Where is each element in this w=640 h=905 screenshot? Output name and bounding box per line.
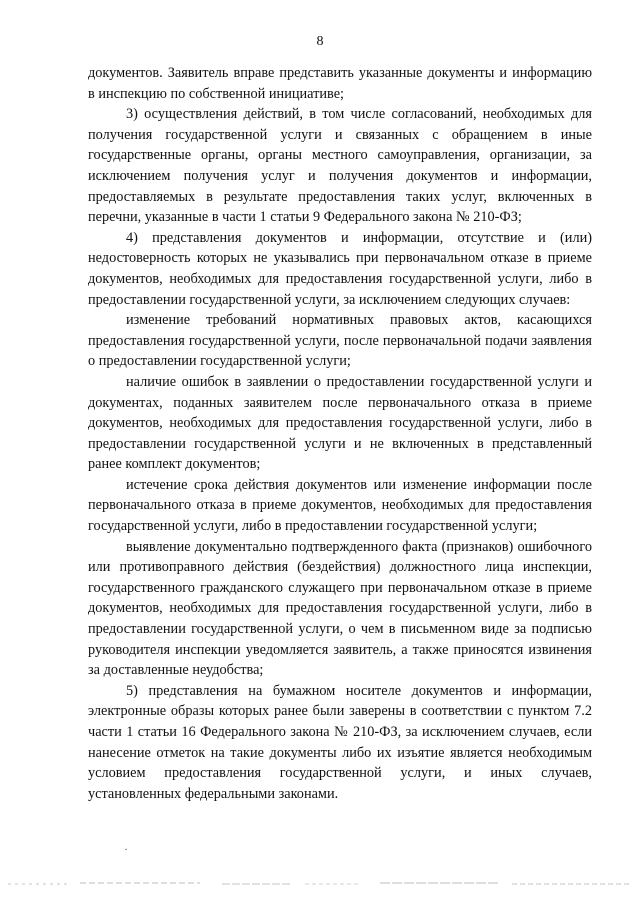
- document-body: [88, 63, 592, 804]
- paragraph-continuation: документов. Заявитель вправе представить указанные документы и информацию в инспекцию по собственной инициативе;: [88, 65, 592, 102]
- scan-edge-artifact: [0, 880, 640, 888]
- paragraph-item-5: 5) представления на бумажном носителе документов и информации, электронные образы которых ранее были заверены в соответствии с пунктом 7.2 части 1 статьи 16 Федерального закона № 210-ФЗ, за исключением случаев, если нанесение отметок на такие документы либо их изъятие является необходимым условием предоставления государственной услуги, и иных случаев, установленных федеральными законами.: [88, 682, 592, 802]
- paragraph-item-4: 4) представления документов и информации, отсутствие и (или) недостоверность которых не указывались при первоначальном отказе в приеме документов, необходимых для предоставления государственной услуги, либо в предоставлении государственной услуги, за исключением следующих случаев:: [88, 229, 592, 308]
- paragraph-case-erroneous-action: выявление документально подтвержденного факта (признаков) ошибочного или противоправного действия (бездействия) должностного лица инспекции, государственного гражданского служащего при первоначальном отказе в приеме документов, необходимых для предоставления государственной услуги, либо в предоставлении государственной услуги, о чем в письменном виде за подписью руководителя инспекции уведомляется заявитель, а также приносятся извинения за доставленные неудобства;: [88, 538, 592, 679]
- scan-speck: ·: [124, 842, 128, 856]
- page-number: 8: [316, 34, 324, 49]
- paragraph-item-3: 3) осуществления действий, в том числе согласований, необходимых для получения государственной услуги и связанных с обращением в иные государственные органы, органы местного самоуправления, организации, за исключением получения услуг и получения документов и информации, предоставляемых в результате предоставления таких услуг, включенных в перечни, указанные в части 1 статьи 9 Федерального закона № 210-ФЗ;: [88, 106, 592, 226]
- paragraph-case-requirements-change: изменение требований нормативных правовых актов, касающихся предоставления государственной услуги, после первоначальной подачи заявления о предоставлении государственной услуги;: [88, 312, 592, 370]
- paragraph-case-errors: наличие ошибок в заявлении о предоставлении государственной услуги и документах, поданных заявителем после первоначального отказа в приеме документов, необходимых для предоставления государственной услуги, либо в предоставлении государственной услуги и не включенных в представленный ранее комплект документов;: [88, 373, 592, 473]
- paragraph-case-expiration: истечение срока действия документов или изменение информации после первоначального отказа в приеме документов, необходимых для предоставления государственной услуги, либо в предоставлении государственной услуги;: [88, 476, 592, 535]
